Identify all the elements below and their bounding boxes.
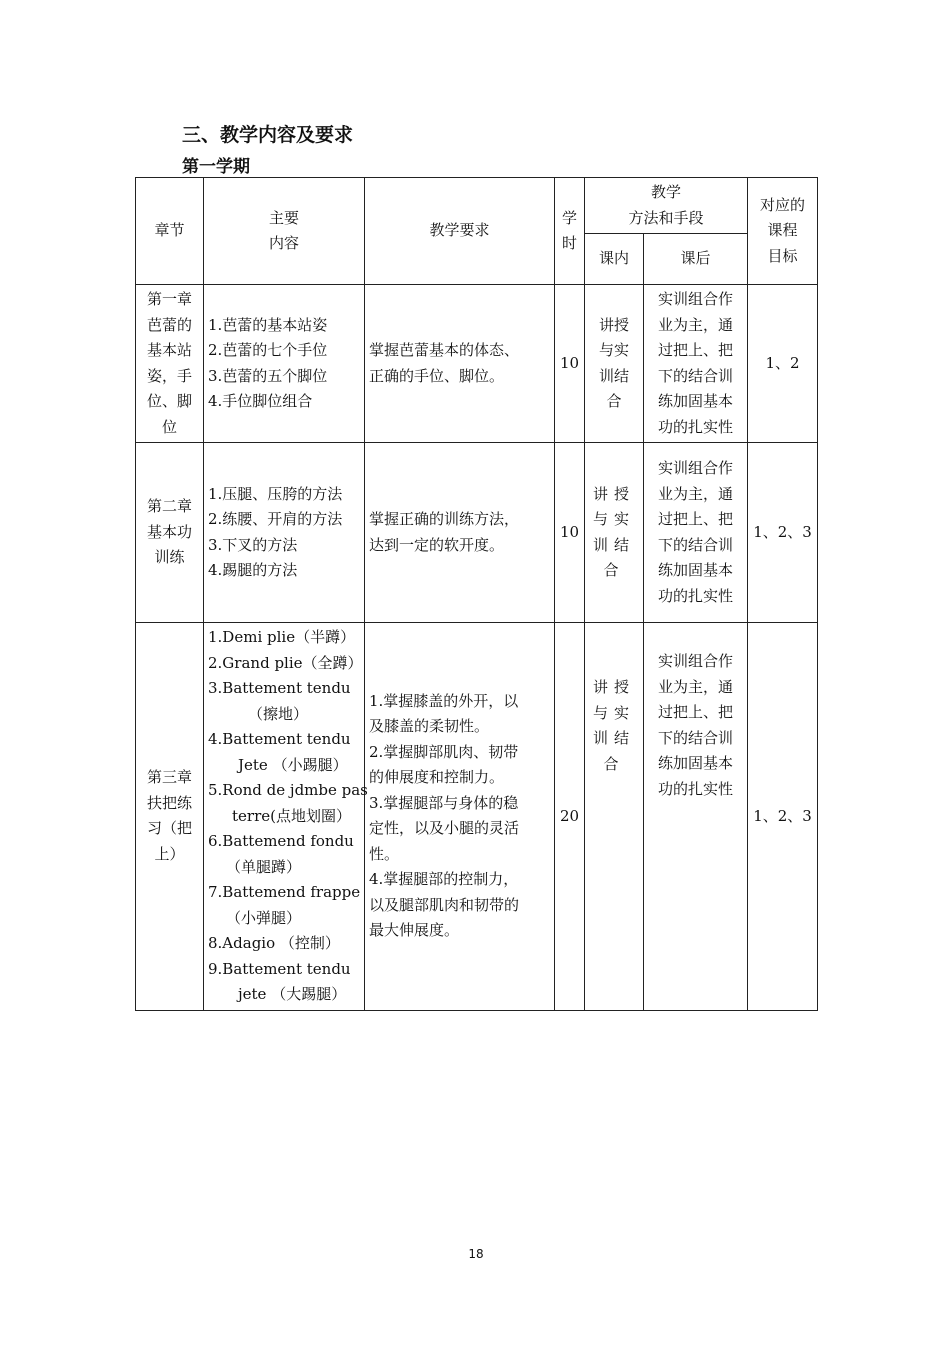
in-class-cell: 讲授 与实 训结 合 (585, 623, 644, 1011)
term-title: 第一学期 (182, 157, 250, 177)
in-class-cell: 讲授 与实 训结 合 (585, 285, 644, 443)
chapter-cell: 第三章 扶把练 习（把 上） (136, 623, 204, 1011)
table-row (136, 285, 818, 443)
after-class-cell: 实训组合作 业为主，通 过把上、把 下的结合训 练加固基本 功的扎实性 (644, 285, 748, 443)
header-content: 主要 内容 (204, 178, 365, 285)
page-number: 18 (468, 1247, 484, 1261)
after-class-cell: 实训组合作 业为主，通 过把上、把 下的结合训 练加固基本 功的扎实性 (644, 443, 748, 623)
content-cell: 1.压腿、压胯的方法 2.练腰、开肩的方法 3.下叉的方法 4.踢腿的方法 (204, 443, 365, 623)
hours-cell: 20 (555, 623, 585, 1011)
course-content-table (135, 177, 818, 1011)
goal-cell: 1、2 (748, 285, 818, 443)
header-after-class: 课后 (644, 234, 748, 285)
content-cell: 1.芭蕾的基本站姿 2.芭蕾的七个手位 3.芭蕾的五个脚位 4.手位脚位组合 (204, 285, 365, 443)
hours-cell: 10 (555, 443, 585, 623)
goal-cell: 1、2、3 (748, 623, 818, 1011)
chapter-cell: 第一章 芭蕾的 基本站 姿，手 位、脚 位 (136, 285, 204, 443)
after-class-cell: 实训组合作 业为主，通 过把上、把 下的结合训 练加固基本 功的扎实性 (644, 623, 748, 1011)
hours-cell: 10 (555, 285, 585, 443)
table-row (136, 623, 818, 1011)
content-cell: 1.Demi plie（半蹲） 2.Grand plie（全蹲） 3.Battement tendu （擦地） 4.Battement tendu Jete （小踢腿） 5.Rond de jdmbe pas terre(点地划圈） 6.Battemend fondu （单腿蹲） 7.Battemend frappe （小弹腿） 8.Adagio （控制） 9.Battement tendu jete （大踢腿） (204, 623, 365, 1011)
table-row (136, 443, 818, 623)
requirement-cell: 1.掌握膝盖的外开，以 及膝盖的柔韧性。 2.掌握脚部肌肉、韧带 的伸展度和控制力。 3.掌握腿部与身体的稳 定性，以及小腿的灵活 性。 4.掌握腿部的控制力， 以及腿部肌肉和韧带的 最大伸展度。 (365, 623, 555, 1011)
goal-cell: 1、2、3 (748, 443, 818, 623)
header-in-class: 课内 (585, 234, 644, 285)
header-goal: 对应的 课程 目标 (748, 178, 818, 285)
section-title: 三、教学内容及要求 (182, 124, 354, 146)
header-chapter: 章节 (136, 178, 204, 285)
in-class-cell: 讲授 与实 训结 合 (585, 443, 644, 623)
header-requirement: 教学要求 (365, 178, 555, 285)
requirement-cell: 掌握正确的训练方法， 达到一定的软开度。 (365, 443, 555, 623)
requirement-cell: 掌握芭蕾基本的体态、 正确的手位、脚位。 (365, 285, 555, 443)
header-method: 教学 方法和手段 (585, 178, 748, 234)
header-hours: 学 时 (555, 178, 585, 285)
table-header-row (136, 178, 818, 234)
chapter-cell: 第二章 基本功 训练 (136, 443, 204, 623)
